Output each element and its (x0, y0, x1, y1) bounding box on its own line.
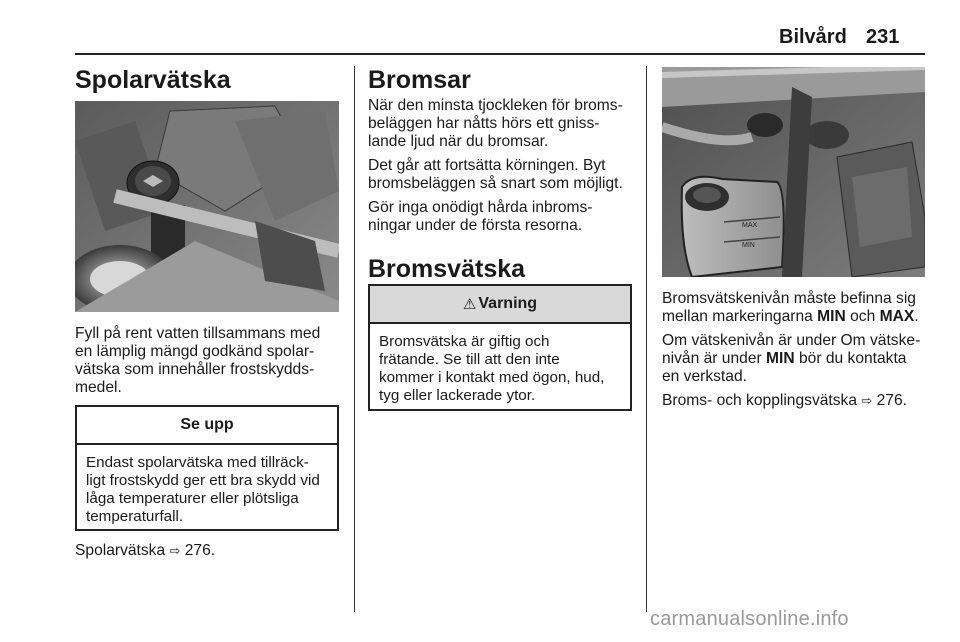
cross-reference[interactable]: Broms- och kopplingsvätska ⇨ 276. (662, 392, 907, 409)
brake-fluid-reservoir-photo (662, 67, 925, 277)
heading-spolarvatska: Spolarvätska (75, 66, 231, 94)
column-divider (354, 66, 355, 612)
watermark: carmanualsonline.info (650, 608, 849, 630)
washer-fluid-photo (75, 101, 339, 312)
brakes-text: När den minsta tjockleken för broms- beläggen har nåtts hörs ett gniss- lande ljud när du bromsar. Det går att fortsätta körningen. Byt bromsbeläggen så snart som möjligt. Gör inga onödigt hårda inbroms- ningar under de första resorna. (368, 97, 623, 234)
section-title: Bilvård (779, 26, 847, 48)
page-ref-arrow-icon: ⇨ (169, 544, 181, 559)
min-mark: MIN (742, 242, 755, 249)
max-mark: MAX (742, 222, 758, 229)
cross-reference[interactable]: Spolarvätska ⇨ 276. (75, 542, 216, 559)
washer-fluid-paragraph: Fyll på rent vatten tillsammans med en lämplig mängd godkänd spolar- vätska som innehåller frostskydds- medel. (75, 325, 321, 396)
page-ref-arrow-icon: ⇨ (861, 394, 873, 409)
page-number: 231 (866, 26, 900, 48)
caution-heading: Se upp (77, 407, 337, 445)
warning-heading: ⚠ Varning (370, 286, 630, 324)
header-rule (75, 53, 925, 55)
caution-box: Se upp Endast spolarvätska med tillräck- ligt frostskydd ger ett bra skydd vid låga temperaturer eller plötsliga temperaturfall. (75, 405, 339, 531)
heading-bromsar: Bromsar (368, 66, 471, 94)
warning-box: ⚠ Varning Bromsvätska är giftig och frätande. Se till att den inte kommer i kontakt med ögon, hud, tyg eller lackerade ytor. (368, 284, 632, 411)
heading-bromsvatska: Bromsvätska (368, 255, 526, 283)
brake-fluid-text: Bromsvätskenivån måste befinna sig mellan markeringarna MIN och MAX. Om vätskenivån är under Om vätske- nivån är under MIN bör du kontakta en verkstad. Broms- och kopplingsvätska ⇨ 276. (662, 290, 937, 417)
column-divider (646, 66, 647, 612)
warning-triangle-icon: ⚠ (462, 295, 477, 313)
